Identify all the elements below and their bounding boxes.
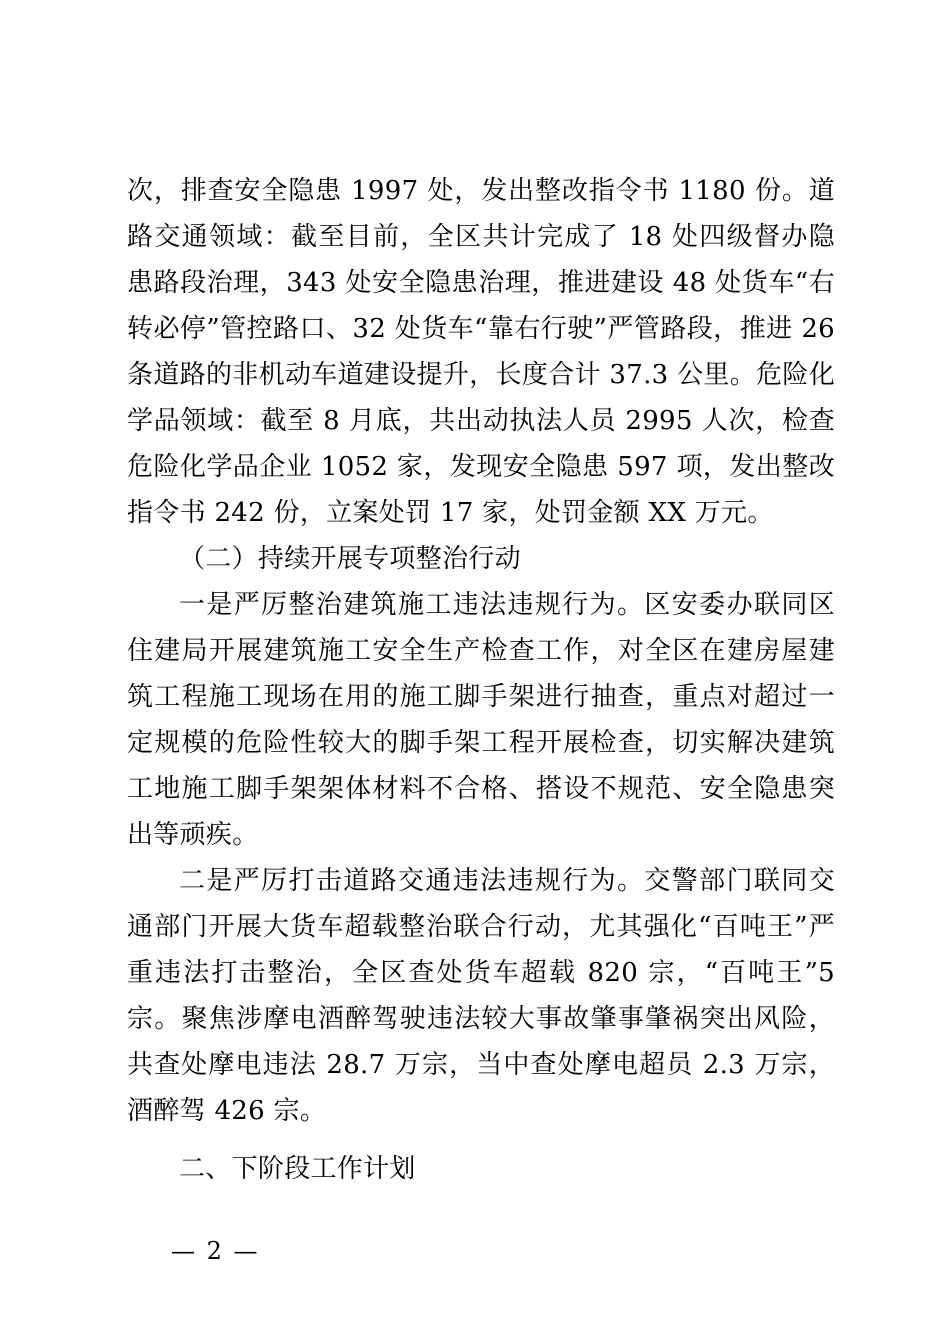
paragraph-construction: 一是严厉整治建筑施工违法违规行为。区安委办联同区住建局开展建筑施工安全生产检查工作，对全区在建房屋建筑工程施工现场在用的施工脚手架进行抽查，重点对超过一定规模的危险性较大的脚手架工程开展检查，切实解决建筑工地施工脚手架架体材料不合格、搭设不规范、安全隐患突出等顽疾。 — [127, 590, 835, 850]
paragraph-traffic: 二是严厉打击道路交通违法违规行为。交警部门联同交通部门开展大货车超载整治联合行动，尤其强化“百吨王”严重违法打击整治，全区查处货车超载 820 宗，“百吨王”5 宗。聚焦涉摩电酒醉驾驶违法较大事故肇事肇祸突出风险，共查处摩电违法 28.7 万宗，当中查处摩电超员 2.3 万宗，酒醉驾 426 宗。 — [127, 866, 835, 1126]
section-subheading: （二）持续开展专项整治行动 — [179, 544, 521, 574]
major-heading: 二、下阶段工作计划 — [179, 1154, 416, 1184]
page-number: — 2 — — [171, 1237, 260, 1265]
paragraph-continuation: 次，排查安全隐患 1997 处，发出整改指令书 1180 份。道路交通领域：截至目前，全区共计完成了 18 处四级督办隐患路段治理，343 处安全隐患治理，推进建设 48 处货车“右转必停”管控路口、32 处货车“靠右行驶”严管路段，推进 26 条道路的非机动车道建设提升，长度合计 37.3 公里。危险化学品领域：截至 8 月底，共出动执法人员 2995 人次，检查危险化学品企业 1052 家，发现安全隐患 597 项，发出整改指令书 242 份，立案处罚 17 家，处罚金额 XX 万元。 — [127, 176, 835, 528]
document-body — [127, 168, 835, 1192]
